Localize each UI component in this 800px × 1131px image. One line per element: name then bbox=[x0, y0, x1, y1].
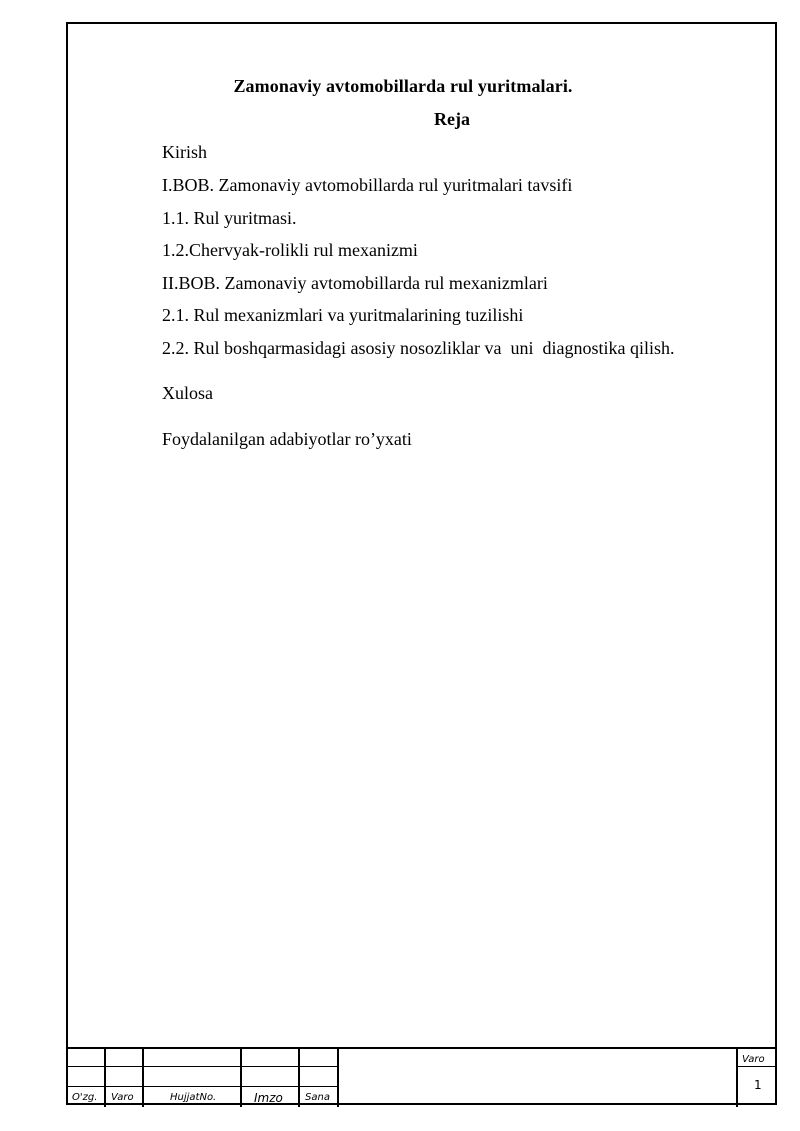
stamp-sheet-label: Varo bbox=[742, 1054, 765, 1065]
stamp-divider bbox=[240, 1049, 242, 1107]
stamp-label-change: O'zg. bbox=[72, 1092, 98, 1103]
toc-item-references: Foydalanilgan adabiyotlar ro’yxati bbox=[162, 429, 412, 449]
stamp-row-line bbox=[66, 1066, 338, 1067]
stamp-divider bbox=[104, 1049, 106, 1107]
stamp-divider bbox=[736, 1049, 738, 1107]
toc-item-chapter-2: II.BOB. Zamonaviy avtomobillarda rul mexanizmlari bbox=[162, 273, 548, 293]
stamp-label-signature: Imzo bbox=[254, 1091, 283, 1105]
toc-item-conclusion: Xulosa bbox=[162, 383, 213, 403]
document-subtitle: Reja bbox=[434, 109, 470, 129]
stamp-label-document-no: HujjatNo. bbox=[170, 1092, 217, 1103]
stamp-row-line bbox=[66, 1086, 338, 1087]
toc-item-1-1: 1.1. Rul yuritmasi. bbox=[162, 208, 297, 228]
toc-item-2-1: 2.1. Rul mexanizmlari va yuritmalarining tuzilishi bbox=[162, 305, 524, 325]
stamp-divider bbox=[298, 1049, 300, 1107]
page-number: 1 bbox=[754, 1078, 762, 1092]
toc-item-intro: Kirish bbox=[162, 142, 207, 162]
title-block-stamp bbox=[66, 1047, 777, 1105]
toc-item-2-2: 2.2. Rul boshqarmasidagi asosiy nosozliklar va uni diagnostika qilish. bbox=[162, 338, 675, 358]
stamp-divider bbox=[337, 1049, 339, 1107]
stamp-label-sheet: Varo bbox=[111, 1092, 134, 1103]
stamp-label-date: Sana bbox=[305, 1092, 330, 1103]
stamp-divider bbox=[142, 1049, 144, 1107]
toc-item-chapter-1: I.BOB. Zamonaviy avtomobillarda rul yuritmalari tavsifi bbox=[162, 175, 573, 195]
document-title: Zamonaviy avtomobillarda rul yuritmalari. bbox=[233, 76, 573, 96]
toc-item-1-2: 1.2.Chervyak-rolikli rul mexanizmi bbox=[162, 240, 418, 260]
stamp-row-line bbox=[736, 1066, 777, 1067]
